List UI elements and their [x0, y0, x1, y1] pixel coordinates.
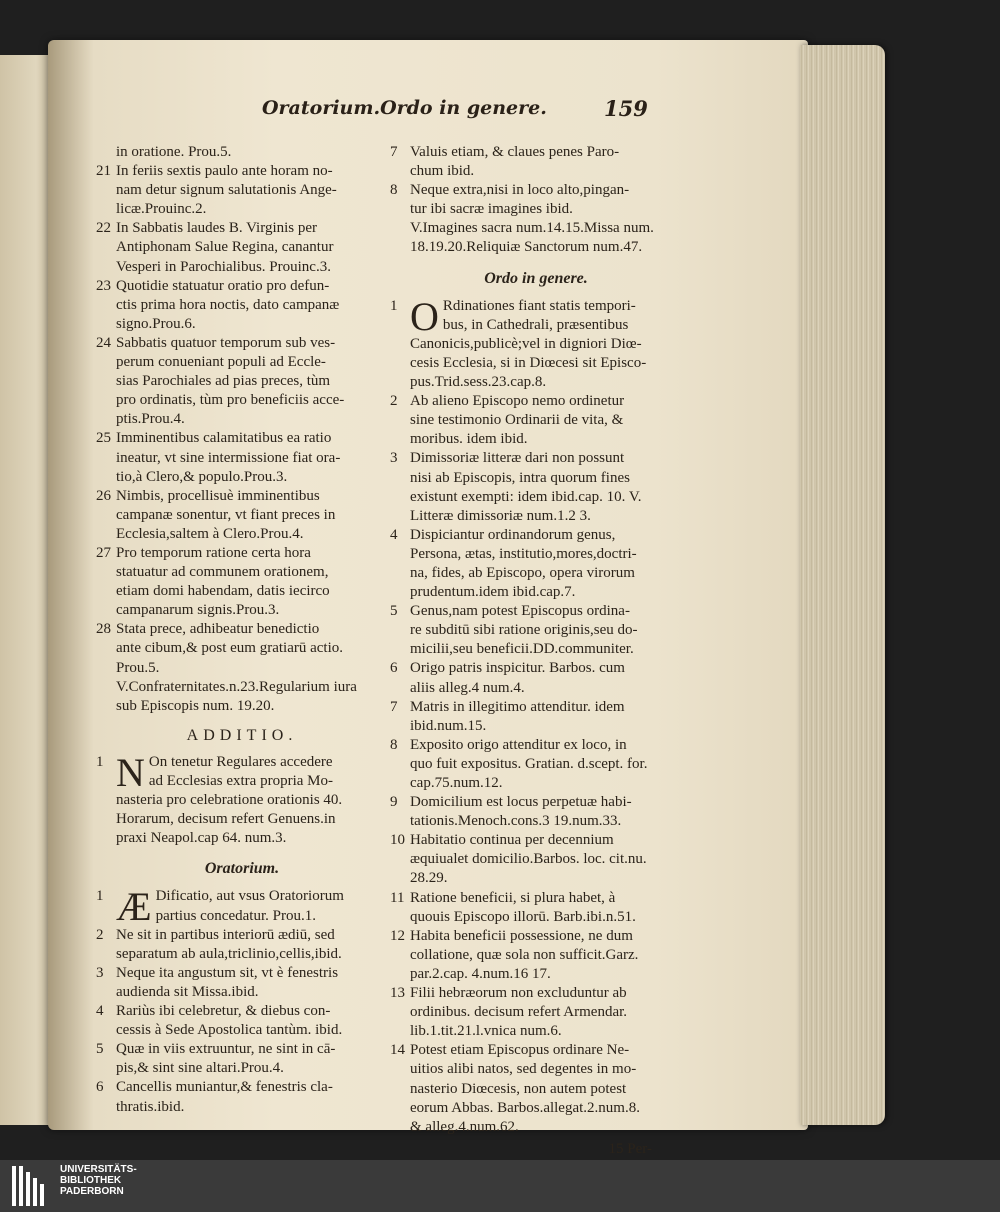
- entry: [96, 334, 388, 429]
- text-line: perum conueniant populi ad Eccle-: [116, 354, 326, 371]
- text-line: cesis Ecclesia, si in Diœcesi sit Episco-: [410, 354, 647, 371]
- text-line: praxi Neapol.cap 64. num.3.: [116, 830, 287, 847]
- text-line: Dimissoriæ litteræ dari non possunt: [410, 450, 625, 467]
- text-line: nasteria pro celebratione orationis 40.: [116, 792, 343, 809]
- left-column: [96, 143, 388, 1117]
- text-line: Origo patris inspicitur. Barbos. cum: [410, 660, 625, 677]
- entry-number: 23: [96, 277, 111, 294]
- ordo-heading: Ordo in genere.: [484, 269, 588, 287]
- text-line: Neque ita angustum sit, vt è fenestris: [116, 964, 339, 981]
- text-line: In Sabbatis laudes B. Virginis per: [116, 220, 318, 237]
- text-line: ad Ecclesias extra propria Mo-: [148, 773, 333, 789]
- text-line: ordinibus. decisum refert Armendar.: [410, 1004, 628, 1021]
- text-line: pus.Trid.sess.23.cap.8.: [410, 374, 547, 391]
- library-footer: [0, 1160, 1000, 1212]
- text-line: existunt exempti: idem ibid.cap. 10. V.: [410, 488, 642, 505]
- text-line: Rariùs ibi celebretur, & diebus con-: [116, 1003, 331, 1020]
- text-line: Stata prece, adhibeatur benedictio: [116, 621, 320, 638]
- text-line: Potest etiam Episcopus ordinare Ne-: [410, 1042, 630, 1059]
- text-line: collatione, quæ sola non sufficit.Garz.: [410, 946, 639, 963]
- oratorium-entries: [96, 926, 388, 1117]
- text-line: cap.75.num.12.: [410, 775, 503, 791]
- page-edges: [800, 45, 885, 1125]
- text-line: Ecclesia,saltem à Clero.Prou.4.: [116, 525, 304, 542]
- text-line: prudentum.idem ibid.cap.7.: [410, 584, 576, 601]
- entry-number: 3: [96, 964, 104, 981]
- text-line: Exposito origo attenditur ex loco, in: [410, 736, 627, 753]
- entry-number: 9: [390, 794, 398, 811]
- drop-cap: N: [116, 749, 145, 795]
- text-line: Imminentibus calamitatibus ea ratio: [116, 430, 332, 447]
- text-line: re subditū sibi ratione originis,seu do-: [410, 622, 638, 639]
- text-line: cessis à Sede Apostolica tantùm. ibid.: [116, 1022, 343, 1039]
- entry-number: 4: [390, 526, 398, 543]
- additio-text: [116, 749, 388, 848]
- text-line: lib.1.tit.21.l.vnica num.6.: [410, 1023, 562, 1040]
- text-line: ptis.Prou.4.: [116, 411, 185, 428]
- entry: [96, 964, 388, 1002]
- text-line: Ratione beneficii, si plura habet, à: [410, 889, 616, 906]
- text-line: signo.Prou.6.: [116, 315, 196, 332]
- entry: [390, 1041, 682, 1136]
- entry: [96, 620, 388, 677]
- text-line: tationis.Menoch.cons.3 19.num.33.: [410, 813, 622, 830]
- page-number: 159: [604, 96, 648, 121]
- entry: [390, 793, 682, 831]
- text-line: Persona, ætas, institutio,mores,doctri-: [410, 545, 637, 562]
- text-line: campanæ sonentur, vt fiant preces in: [116, 506, 336, 523]
- text-line: sine testimonio Ordinarii de vita, &: [410, 412, 624, 429]
- text-line: thratis.ibid.: [116, 1098, 185, 1115]
- text-line: campanarum signis.Prou.3.: [116, 602, 280, 619]
- running-title: Oratorium.Ordo in genere.: [262, 97, 547, 119]
- entry: [390, 602, 682, 659]
- entry: [390, 927, 682, 984]
- entry-number: 8: [390, 182, 398, 199]
- entry-number: 6: [96, 1079, 104, 1096]
- entry-number: 22: [96, 220, 111, 237]
- entry: [390, 449, 682, 525]
- oratorium-first-entry: [96, 884, 388, 930]
- text-line: V.Confraternitates.n.23.Regularium iura: [116, 678, 357, 695]
- entry: [96, 487, 388, 544]
- text-line: Antiphonam Salue Regina, canantur: [116, 239, 334, 256]
- text-line: ineatur, vt sine intermissione fiat ora-: [116, 449, 341, 466]
- text-line: na, fides, ab Episcopo, opera virorum: [410, 564, 635, 581]
- logo-line: BIBLIOTHEK: [60, 1175, 122, 1186]
- text-line: In feriis sextis paulo ante horam no-: [116, 163, 333, 180]
- text-line: Genus,nam potest Episcopus ordina-: [410, 603, 630, 620]
- text-line: Sabbatis quatuor temporum sub ves-: [116, 334, 336, 351]
- entry-number: 4: [96, 1003, 104, 1020]
- entry: [96, 143, 388, 162]
- text-line: & alleg.4.num.62.: [410, 1118, 519, 1135]
- right-top-entries: [390, 143, 682, 258]
- text-line: Neque extra,nisi in loco alto,pingan-: [410, 182, 630, 199]
- text-line: quo fuit expositus. Gratian. d.scept. for.: [410, 755, 648, 772]
- text-line: Nimbis, procellisuè imminentibus: [116, 487, 320, 504]
- entry-number: 7: [390, 698, 398, 715]
- text-line: par.2.cap. 4.num.16 17.: [410, 965, 551, 982]
- right-column: [390, 143, 682, 1159]
- text-line: Vesperi in Parochialibus. Prouinc.3.: [116, 258, 331, 275]
- entry: [390, 889, 682, 927]
- text-line: Ab alieno Episcopo nemo ordinetur: [410, 393, 625, 410]
- text-line: Canonicis,publicè;vel in digniori Diœ-: [410, 335, 642, 352]
- entry-number: 10: [390, 832, 405, 849]
- entry: [390, 831, 682, 888]
- text-line: 18.19.20.Reliquiæ Sanctorum num.47.: [410, 239, 643, 256]
- text-line: Quæ in viis extruuntur, ne sint in cā-: [116, 1041, 336, 1058]
- drop-cap: O: [410, 293, 439, 339]
- text-line: Habitatio continua per decennium: [410, 832, 614, 849]
- entry-number: 3: [390, 450, 398, 467]
- entry: [390, 984, 682, 1041]
- catchword: 15 Per-: [608, 1140, 652, 1157]
- entry: [96, 277, 388, 334]
- text-line: micilii,seu beneficii.DD.communiter.: [410, 641, 634, 658]
- entry: [96, 1040, 388, 1078]
- entry: [390, 736, 682, 793]
- text-line: moribus. idem ibid.: [410, 431, 528, 448]
- entry: [390, 698, 682, 736]
- entry-number: 25: [96, 430, 111, 447]
- entry-number: 21: [96, 163, 111, 180]
- entry-number: 7: [390, 144, 398, 160]
- logo-line: PADERBORN: [60, 1186, 124, 1197]
- entry: [390, 659, 682, 697]
- text-line: Prou.5.: [116, 659, 160, 676]
- text-line: licæ.Prouinc.2.: [116, 201, 207, 218]
- text-line: V.Imagines sacra num.14.15.Missa num.: [410, 220, 654, 237]
- logo-line: UNIVERSITÄTS-: [60, 1164, 137, 1175]
- text-line: Dificatio, aut vsus Oratoriorum: [155, 888, 344, 905]
- text-line: Matris in illegitimo attenditur. idem: [410, 698, 625, 715]
- entry: [390, 526, 682, 602]
- entry-number: 5: [96, 1041, 104, 1058]
- entry-number: 2: [96, 926, 104, 943]
- entry-number: 6: [390, 660, 398, 677]
- text-line: sub Episcopis num. 19.20.: [116, 697, 275, 714]
- entry: [96, 678, 388, 716]
- entry-number: 2: [390, 393, 398, 410]
- entry-number: 1: [96, 888, 104, 905]
- additio-heading: ADDITIO.: [186, 726, 298, 744]
- entry-number: 28: [96, 621, 111, 638]
- text-line: Quotidie statuatur oratio pro defun-: [116, 277, 330, 294]
- text-line: pro ordinatis, tùm pro beneficiis acce-: [116, 392, 345, 409]
- text-line: æquiualet domicilio.Barbos. loc. cit.nu.: [410, 851, 647, 868]
- library-logo-icon: [12, 1166, 48, 1206]
- text-line: bus, in Cathedrali, præsentibus: [442, 316, 629, 333]
- text-line: audienda sit Missa.ibid.: [116, 983, 259, 1000]
- entry: [96, 1002, 388, 1040]
- text-line: 28.29.: [410, 870, 448, 887]
- text-line: Litteræ dimissoriæ num.1.2 3.: [410, 507, 591, 524]
- entry: [390, 181, 682, 257]
- entry-number: 11: [390, 889, 405, 906]
- library-logo-text: [60, 1164, 137, 1197]
- entry: [96, 1078, 388, 1116]
- entry-number: 14: [390, 1042, 405, 1059]
- oratorium-first-text: [116, 884, 388, 930]
- additio-entry: [96, 749, 388, 848]
- text-line: Dispiciantur ordinandorum genus,: [410, 526, 616, 543]
- text-line: separatum ab aula,triclinio,cellis,ibid.: [116, 945, 342, 962]
- text-line: quouis Episcopo illorū. Barb.ibi.n.51.: [410, 908, 636, 925]
- entry-number: 8: [390, 736, 398, 753]
- entry: [96, 544, 388, 620]
- text-line: Horarum, decisum refert Genuens.in: [116, 811, 336, 828]
- ordo-entries: [390, 392, 682, 1137]
- text-line: chum ibid.: [410, 163, 475, 180]
- text-line: ctis prima hora noctis, dato campanæ: [116, 296, 340, 313]
- text-line: tio,à Clero,& populo.Prou.3.: [116, 468, 288, 485]
- text-line: nam detur signum salutationis Ange-: [116, 182, 337, 199]
- text-line: ante cibum,& post eum gratiarū actio.: [116, 640, 344, 657]
- text-line: Cancellis muniantur,& fenestris cla-: [116, 1079, 333, 1096]
- text-line: Filii hebræorum non excluduntur ab: [410, 985, 627, 1002]
- entry: [390, 143, 682, 181]
- entry-number: 26: [96, 487, 111, 504]
- text-line: statuatur ad communem orationem,: [116, 564, 329, 581]
- text-line: tur ibi sacræ imagines ibid.: [410, 201, 573, 218]
- text-line: eorum Abbas. Barbos.allegat.2.num.8.: [410, 1099, 640, 1116]
- text-line: pis,& sint sine altari.Prou.4.: [116, 1060, 284, 1077]
- entry: [390, 392, 682, 449]
- text-line: ibid.num.15.: [410, 717, 487, 734]
- entry-number: 12: [390, 927, 405, 944]
- entry-number: 5: [390, 603, 398, 620]
- entry-number: 13: [390, 985, 405, 1002]
- text-line: Ne sit in partibus interiorū ædiū, sed: [116, 926, 335, 943]
- text-line: partius concedatur. Prou.1.: [155, 907, 316, 924]
- text-line: etiam domi habendam, datis iecirco: [116, 583, 330, 600]
- text-line: in oratione. Prou.5.: [116, 144, 232, 160]
- ordo-first-entry: [390, 293, 682, 392]
- drop-cap: Æ: [116, 884, 152, 930]
- entry-number: 1: [390, 297, 398, 314]
- text-line: nisi ab Episcopis, intra quorum fines: [410, 469, 630, 486]
- left-entries: [96, 143, 388, 716]
- entry: [96, 219, 388, 276]
- entry-number: 24: [96, 334, 111, 351]
- entry: [96, 162, 388, 219]
- text-line: aliis alleg.4 num.4.: [410, 679, 525, 696]
- text-line: On tenetur Regulares accedere: [148, 753, 333, 770]
- entry-number: 27: [96, 544, 111, 561]
- text-line: uitios alibi natos, sed degentes in mo-: [410, 1061, 637, 1078]
- entry: [96, 429, 388, 486]
- text-line: Pro temporum ratione certa hora: [116, 544, 311, 561]
- entry-number: 1: [96, 753, 104, 770]
- text-line: Valuis etiam, & claues penes Paro-: [410, 144, 620, 160]
- oratorium-heading: Oratorium.: [204, 860, 280, 878]
- text-line: sias Parochiales ad pias preces, tùm: [116, 373, 331, 390]
- ordo-first-text: [410, 293, 682, 392]
- entry: [96, 926, 388, 964]
- text-line: nasterio Diœcesis, non autem potest: [410, 1080, 627, 1097]
- text-line: Habita beneficii possessione, ne dum: [410, 927, 633, 944]
- text-line: Rdinationes fiant statis tempori-: [442, 297, 636, 314]
- text-line: Domicilium est locus perpetuæ habi-: [410, 794, 632, 811]
